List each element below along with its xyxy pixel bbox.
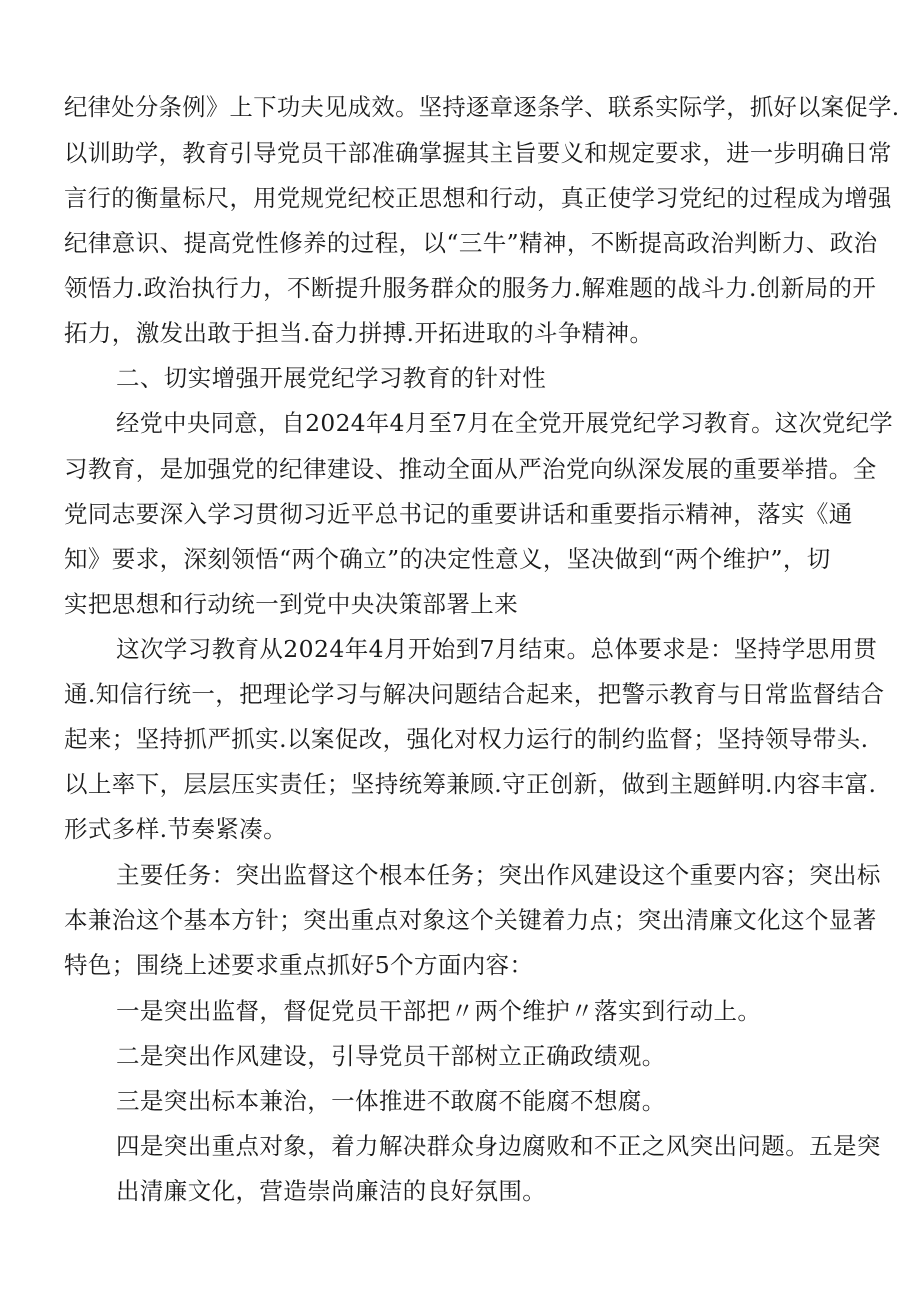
paragraph-line: 知》要求，深刻领悟“两个确立”的决定性意义，坚决做到“两个维护”，切	[64, 545, 831, 573]
section-heading: 二、切实增强开展党纪学习教育的针对性	[116, 364, 547, 392]
paragraph-line: 经党中央同意，自2024年4月至7月在全党开展党纪学习教育。这次党纪学	[116, 410, 894, 437]
paragraph-line: 纪律处分条例》上下功夫见成效。坚持逐章逐条学、联系实际学，抓好以案促学.	[64, 94, 900, 121]
paragraph-line: 以训助学，教育引导党员干部准确掌握其主旨要义和规定要求，进一步明确日常	[64, 140, 892, 167]
paragraph-line: 习教育，是加强党的纪律建设、推动全面从严治党向纵深发展的重要举措。全	[64, 455, 877, 483]
paragraph-line: 言行的衡量标尺，用党规党纪校正思想和行动，真正使学习党纪的过程成为增强	[64, 185, 892, 212]
list-item: 一是突出监督，督促党员干部把〃两个维护〃落实到行动上。	[116, 997, 762, 1025]
paragraph-line: 主要任务：突出监督这个根本任务；突出作风建设这个重要内容；突出标	[116, 861, 881, 889]
paragraph-line: 以上率下，层层压实责任；坚持统筹兼顾.守正创新，做到主题鲜明.内容丰富.	[64, 770, 877, 798]
paragraph-line: 实把思想和行动统一到党中央决策部署上来	[64, 590, 519, 618]
list-item: 出清廉文化，营造崇尚廉洁的良好氛围。	[116, 1177, 547, 1205]
paragraph-line: 这次学习教育从2024年4月开始到7月结束。总体要求是：坚持学思用贯	[116, 635, 878, 663]
paragraph-line: 党同志要深入学习贯彻习近平总书记的重要讲话和重要指示精神，落实《通	[64, 500, 853, 528]
paragraph-line: 特色；围绕上述要求重点抓好5个方面内容：	[64, 951, 534, 979]
paragraph-line: 本兼治这个基本方针；突出重点对象这个关键着力点；突出清廉文化这个显著	[64, 906, 877, 934]
list-item: 三是突出标本兼治，一体推进不敢腐不能腐不想腐。	[116, 1087, 666, 1115]
paragraph-line: 领悟力.政治执行力，不断提升服务群众的服务力.解难题的战斗力.创新局的开	[64, 274, 877, 302]
list-item: 四是突出重点对象，着力解决群众身边腐败和不正之风突出问题。五是突	[116, 1132, 881, 1160]
paragraph-line: 拓力，激发出敢于担当.奋力拼搏.开拓进取的斗争精神。	[64, 319, 654, 347]
paragraph-line: 起来；坚持抓严抓实.以案促改，强化对权力运行的制约监督；坚持领导带头.	[64, 725, 869, 753]
paragraph-line: 通.知信行统一，把理论学习与解决问题结合起来，把警示教育与日常监督结合	[64, 680, 885, 708]
paragraph-line: 纪律意识、提高党性修养的过程，以“三牛”精神，不断提高政治判断力、政治	[64, 229, 878, 257]
list-item: 二是突出作风建设，引导党员干部树立正确政绩观。	[116, 1042, 666, 1070]
paragraph-line: 形式多样.节奏紧凑。	[64, 815, 287, 843]
